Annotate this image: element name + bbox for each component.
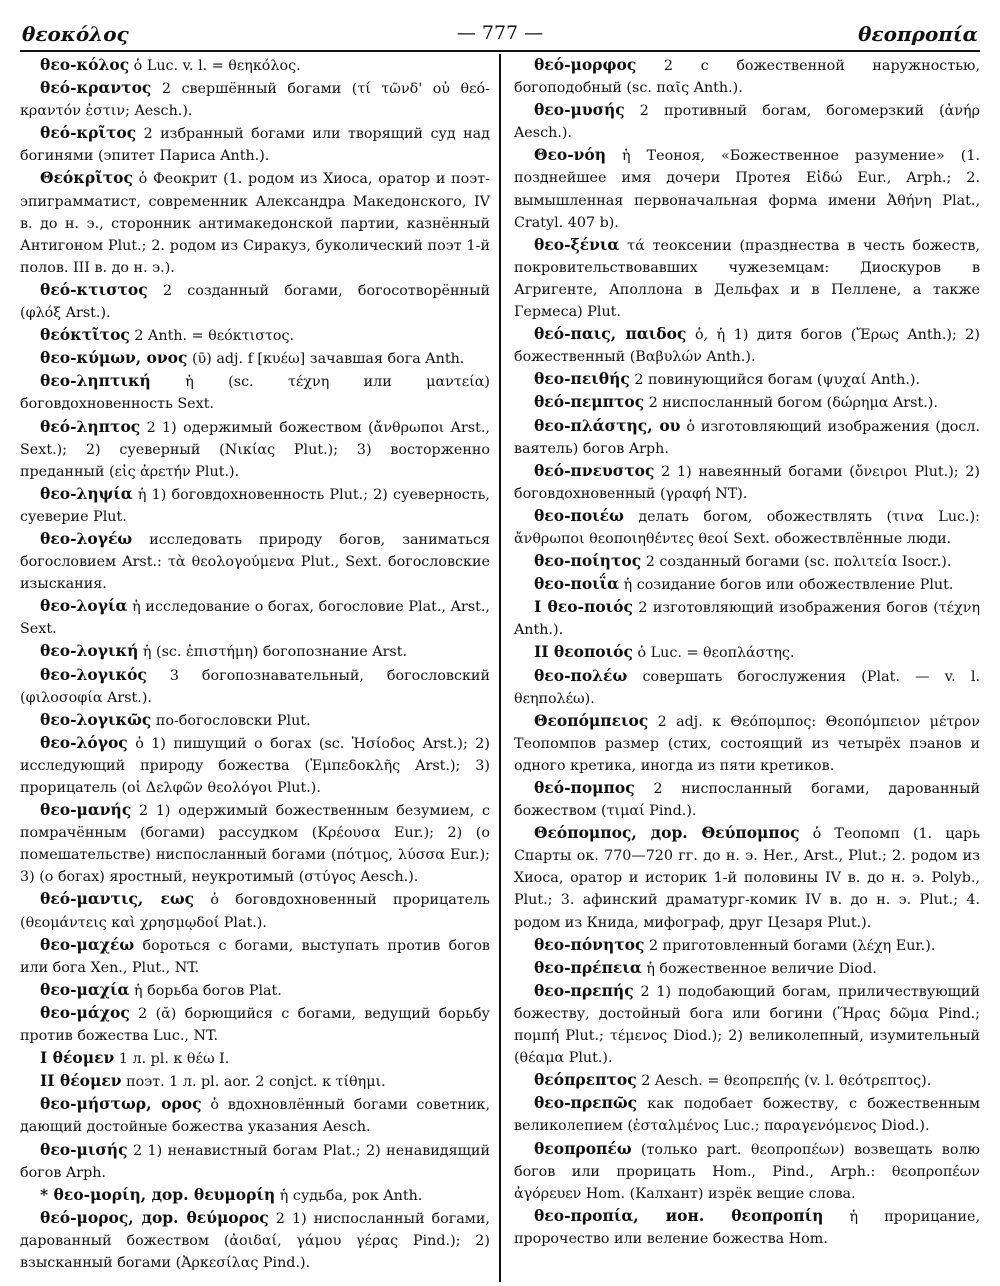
dictionary-entry — [20, 279, 490, 324]
dictionary-entry — [514, 323, 980, 368]
entry-headword: θεό-παις, παιδος — [533, 324, 687, 344]
entry-headword: θεό-κρῖτος — [40, 123, 137, 143]
entry-headword: θεο-μήστωρ, ορος — [40, 1094, 202, 1114]
entry-headword: II θέομεν — [40, 1071, 122, 1091]
dictionary-entry — [20, 640, 490, 663]
entry-headword: θεό-μορος, дор. θεύμορος — [40, 1207, 269, 1227]
columns — [20, 54, 980, 1282]
entry-definition: 2 1) ненавистный богам Plat.; 2) ненавидящий богов Arph. — [20, 1142, 490, 1181]
dictionary-entry — [20, 416, 490, 483]
dictionary-entry — [20, 888, 490, 933]
entry-headword: θεο-λογέω — [40, 528, 133, 548]
entry-definition: ἡ созидание богов или обожествление Plut. — [619, 577, 954, 594]
entry-definition: 2 созданный богами (sc. πολιτεία Isocr.). — [641, 554, 952, 571]
entry-definition: 2 свершённый богами (τί τῶνδ' οὐ θεό-κραντόν ἐστιν; Aesch.). — [20, 81, 490, 120]
dictionary-entry — [514, 550, 980, 573]
dictionary-entry — [20, 483, 490, 528]
entry-definition: 2 приготовленный богами (λέχη Eur.). — [644, 937, 936, 954]
dictionary-entry — [20, 167, 490, 278]
entry-headword: θεό-μορφος — [533, 55, 637, 74]
dictionary-entry — [20, 595, 490, 640]
dictionary-entry — [20, 1184, 490, 1207]
entry-headword: * θεο-μορίη, дор. θευμορίη — [40, 1184, 276, 1204]
dictionary-entry — [514, 1205, 980, 1250]
entry-headword: II θεοποιός — [533, 642, 633, 662]
dictionary-entry — [514, 957, 980, 980]
entry-headword: θεο-προπία, ион. θεοπροπίη — [533, 1205, 824, 1225]
entry-headword: θεο-πλάστης, ου — [533, 415, 681, 435]
entry-headword: θεο-μαχία — [40, 979, 130, 999]
entry-headword: θεό-μαντις, εως — [40, 889, 195, 909]
page-number: — 777 — — [456, 22, 544, 44]
dictionary-entry — [514, 1069, 980, 1092]
entry-definition: 2 1) навеянный богами (ὄνειροι Plut.); 2) боговдохновенный (γραφή NT). — [513, 463, 980, 502]
dictionary-entry — [514, 415, 980, 460]
dictionary-entry — [514, 934, 980, 957]
entry-definition: ἡ судьба, рок Anth. — [275, 1187, 423, 1204]
dictionary-entry — [514, 505, 980, 550]
entry-headword: θεο-ληπτική — [40, 371, 151, 391]
entry-headword: θεο-πειθής — [533, 369, 630, 389]
entry-definition: ὁ изготовляющий изображения (досл. ваятель) богов Arph. — [513, 418, 980, 457]
entry-definition: ἡ (sc. τέχνη или μαντεία) боговдохновенность Sext. — [20, 374, 490, 413]
entry-definition: 2 повинующийся богам (ψυχαί Anth.). — [629, 372, 921, 389]
entry-definition: по-богословски Plut. — [151, 712, 311, 729]
entry-definition: 2 1) подобающий богам, приличествующий божеству, достойный бога или богини (Ἥρας δῶμα Pind.; πομπή Plut.; τέμενος Diod.); 2) великолепный, изумительный (θέαμα Plut.). — [513, 983, 980, 1067]
dictionary-entry — [20, 934, 490, 979]
dictionary-entry — [20, 1207, 490, 1274]
entry-definition: ὁ Теопомп (1. царь Спарты ок. 770—720 гг. до н. э. Her., Arst., Plut.; 2. родом из Хиоса, оратор и историк 1-й половины IV в. до н. э. Polyb., Plut.; 3. афинский драматург-комик IV в. до н. э. Plut.; 4. родом из Книда, мифограф, друг Цезаря Plut.). — [513, 826, 980, 931]
entry-headword: θεό-πεμπτος — [533, 392, 645, 412]
entry-headword: θεο-ληψία — [40, 483, 133, 503]
dictionary-entry — [20, 799, 490, 888]
entry-headword: θεόκτῖτος — [40, 325, 130, 345]
dictionary-entry — [20, 979, 490, 1002]
entry-definition: 1 л. pl. к θέω I. — [114, 1051, 230, 1068]
dictionary-entry — [20, 1139, 490, 1184]
entry-headword: Θεόκρῖτος — [40, 168, 133, 188]
entry-headword: θεόπρεπτος — [533, 1070, 637, 1090]
dictionary-entry — [514, 710, 980, 777]
page-header — [20, 14, 980, 54]
entry-headword: I θεο-ποιός — [533, 597, 633, 617]
entry-definition: ὁ боговдохновенный прорицатель (θεομάντεις καὶ χρησμῳδοί Plat.). — [20, 892, 490, 931]
dictionary-entry — [514, 641, 980, 664]
dictionary-entry — [514, 54, 980, 99]
entry-definition: ἡ прорицание, пророчество или веление божества Hom. — [513, 1208, 980, 1247]
entry-definition: 2 ниспосланный богами, дарованный божеством (τιμαί Pind.). — [513, 781, 980, 820]
entry-definition: (только part. θεοπροπέων) возвещать волю богов или прорицать Hom., Pind., Arph.: θεοπροπέων ἀγόρευεν Hom. (Калхант) изрёк вещие слова. — [513, 1141, 980, 1202]
dictionary-entry — [514, 234, 980, 323]
dictionary-entry — [514, 368, 980, 391]
entry-headword: θεο-πόνητος — [533, 934, 645, 954]
entry-headword: θεοπροπέω — [533, 1138, 632, 1158]
entry-definition: ὁ Феокрит (1. родом из Хиоса, оратор и поэт-эпиграмматист, современник Александра Македонского, IV в. до н. э., сторонник антимакедонской партии, казнённый Антигоном Plut.; 2. родом из Сиракуз, буколический поэт 1-й полов. III в. до н. э.). — [20, 171, 490, 276]
entry-headword: θεό-πομπος — [533, 778, 635, 797]
entry-definition: ἡ божественное величие Diod. — [641, 960, 877, 977]
entry-definition: бороться с богами, выступать против богов или бога Xen., Plut., NT. — [20, 937, 490, 976]
entry-headword: θεο-ποίητος — [533, 551, 642, 571]
entry-headword: θεο-λογία — [40, 596, 128, 616]
dictionary-entry — [20, 324, 490, 347]
entry-headword: θεο-ποιέω — [533, 505, 624, 525]
entry-definition: ὁ 1) пишущий о богах (sc. Ἡσίοδος Arst.); 2) исследующий природу божества (Ἐμπεδοκλῆς Arst.); 3) прорицатель (οἱ Δελφῶν θεολόγοι Plut.). — [20, 735, 490, 796]
entry-headword: θεο-λογικῶς — [40, 709, 152, 729]
entry-definition: 2 с божественной наружностью, богоподобный (sc. παῖς Anth.). — [513, 58, 980, 97]
entry-headword: θεο-μυσής — [533, 100, 625, 120]
dictionary-entry — [20, 1047, 490, 1070]
entry-headword: θεό-ληπτος — [40, 416, 141, 436]
entry-headword: Θεο-νόη — [533, 145, 607, 165]
dictionary-entry — [514, 822, 980, 933]
entry-headword: θεό-κραντος — [40, 78, 152, 98]
dictionary-entry — [514, 460, 980, 505]
entry-definition: 2 1) одержимый божественным безумием, с помрачённым (богами) рассудком (Κρέουσα Eur.); 2) (о помешательстве) ниспосланный богами (πότμος, λύσσα Eur.); 3) (о богах) яростный, неукротимый (στύγος Aesch.). — [20, 803, 490, 886]
entry-definition: τά теоксении (празднества в честь божеств, покровительствовавших чужеземцам: Диоскуров в Агригенте, Аполлона в Дельфах и в Пеллене, а также Гермеса) Plut. — [513, 237, 980, 321]
entry-headword: θεο-λογικός — [40, 664, 147, 684]
entry-definition: 2 созданный богами, богосотворённый (φλόξ Arst.). — [20, 282, 490, 322]
entry-definition: поэт. 1 л. pl. aor. 2 conjct. к τίθημι. — [121, 1074, 386, 1091]
dictionary-entry — [20, 370, 490, 415]
header-rule — [20, 50, 980, 52]
header-right-word: θεοπροπία — [858, 22, 978, 46]
entry-definition: 2 adj. к Θεόπομπος: Θεοπόμπειον μέτρον Теопомпов размер (стих, состоящий из четырёх пэанов и одного кретика, иногда из пяти кретиков. — [513, 713, 980, 774]
entry-definition: 2 1) ниспосланный богами, дарованный божеством (ἀοιδαί, γάμου γέρας Pind.); 2) взысканный богами (Ἀρκεσίλας Pind.). — [20, 1210, 490, 1271]
dictionary-entry — [514, 1092, 980, 1137]
dictionary-entry — [514, 596, 980, 641]
dictionary-entry — [514, 1138, 980, 1205]
dictionary-entry — [20, 528, 490, 595]
entry-definition: 2 избранный богами или творящий суд над богинями (эпитет Париса Anth.). — [20, 126, 490, 165]
entry-headword: I θέομεν — [40, 1048, 115, 1068]
entry-definition: 3 богопознавательный, богословский (φιλοσοφία Arst.). — [20, 667, 490, 706]
entry-definition: ὁ Luc. = θεοπλάστης. — [632, 645, 795, 662]
dictionary-entry — [20, 1070, 490, 1093]
entry-definition: исследовать природу богов, заниматься богословием Arst.: τὰ θεολογούμενα Plut., Sext. богословские изыскания. — [20, 531, 490, 593]
entry-headword: θεο-μανής — [40, 800, 132, 820]
dictionary-entry — [514, 665, 980, 710]
entry-definition: ἡ (sc. ἐπιστήμη) богопознание Arst. — [138, 644, 408, 661]
entry-definition: ἡ 1) боговдохновенность Plut.; 2) суеверность, суеверие Plut. — [20, 486, 490, 525]
entry-definition: 2 ниспосланный богом (δώρημα Arst.). — [644, 395, 938, 412]
entry-headword: θεο-πρέπεια — [533, 957, 642, 977]
entry-headword: θεο-κόλος — [40, 55, 130, 74]
dictionary-entry — [514, 144, 980, 233]
entry-headword: θεο-λόγος — [40, 732, 128, 752]
entry-definition: 2 изготовляющий изображения богов (τέχνη Anth.). — [513, 600, 980, 639]
header-left-word: θεοκόλος — [22, 22, 129, 46]
entry-headword: θεο-πρεπῶς — [533, 1093, 638, 1113]
dictionary-entry — [20, 347, 490, 370]
entry-headword: θεο-πρεπής — [533, 980, 634, 1000]
left-column — [20, 54, 496, 1282]
entry-definition: 2 (ᾰ) борющийся с богами, ведущий борьбу против божества Luc., NT. — [20, 1005, 490, 1045]
entry-headword: θεό-κτιστος — [40, 279, 148, 299]
entry-headword: θεο-μαχέω — [40, 934, 135, 954]
entry-definition: 2 Anth. = θεόκτιστος. — [129, 328, 295, 345]
entry-definition: ὁ вдохновлённый богами советник, дающий достойные божества указания Aesch. — [20, 1097, 490, 1136]
entry-definition: 2 1) одержимый божеством (ἄνθρωποι Arst., Sext.); 2) суеверный (Νικίας Plut.); 3) восторженно преданный (εἰς ἀρετήν Plut.). — [20, 419, 490, 480]
dictionary-entry — [20, 54, 490, 77]
entry-headword: θεο-ποιΐα — [533, 574, 620, 594]
entry-definition: ἡ Теоноя, «Божественное разумение» (1. позднейшее имя дочери Протея Εἰδώ Eur., Arph.; 2. вымышленная первоначальная форма имени Ἀθήνη Plat., Cratyl. 407 b). — [513, 148, 980, 231]
dictionary-entry — [514, 980, 980, 1069]
entry-headword: Θεόπομπος, дор. Θεύπομπος — [533, 823, 800, 843]
dictionary-entry — [514, 573, 980, 596]
entry-headword: Θεοπόμπειος — [533, 710, 649, 730]
dictionary-entry — [20, 1002, 490, 1047]
entry-definition: ἡ исследование о богах, богословие Plat., Arst., Sext. — [20, 599, 490, 638]
entry-headword: θεό-πνευστος — [533, 460, 655, 480]
entry-definition: совершать богослужения (Plat. — v. l. θεηπολέω). — [513, 668, 980, 707]
dictionary-entry — [20, 122, 490, 167]
dictionary-entry — [20, 1093, 490, 1138]
dictionary-entry — [514, 391, 980, 414]
entry-definition: ὁ Luc. v. l. = θεηκόλος. — [129, 58, 301, 74]
dictionary-entry — [20, 732, 490, 799]
entry-definition: 2 Aesch. = θεοπρεπής (v. l. θεότρεπτος). — [636, 1073, 932, 1090]
right-column — [504, 54, 980, 1282]
entry-headword: θεο-μάχος — [40, 1002, 130, 1022]
entry-headword: θεο-πολέω — [533, 665, 628, 685]
entry-definition: 2 противный богам, богомерзкий (ἀνήρ Aesch.). — [513, 103, 980, 142]
entry-definition: как подобает божеству, с божественным великолепием (ἐσταλμένος Luc.; παραγενόμενος Diod.). — [513, 1096, 980, 1135]
dictionary-entry — [20, 77, 490, 122]
entry-headword: θεο-κύμων, ονος — [40, 348, 188, 368]
entry-headword: θεο-ξένια — [533, 234, 620, 254]
dictionary-entry — [20, 664, 490, 709]
dictionary-entry — [514, 99, 980, 144]
entry-definition: ἡ борьба богов Plat. — [129, 982, 282, 999]
entry-headword: θεο-λογική — [40, 641, 139, 661]
dictionary-entry — [20, 709, 490, 732]
column-divider — [499, 54, 501, 1282]
entry-definition: ὁ, ἡ 1) дитя богов (Ἔρως Anth.); 2) божественный (Βαβυλών Anth.). — [513, 327, 980, 366]
entry-headword: θεο-μισής — [40, 1139, 128, 1159]
entry-definition: делать богом, обожествлять (τινα Luc.): ἄνθρωποι θεοποιηθέντες θεοί Sext. обожествлённые люди. — [513, 508, 980, 547]
entry-definition: (ῡ) adj. f [κυέω] зачавшая бога Anth. — [187, 351, 465, 368]
dictionary-entry — [514, 777, 980, 822]
